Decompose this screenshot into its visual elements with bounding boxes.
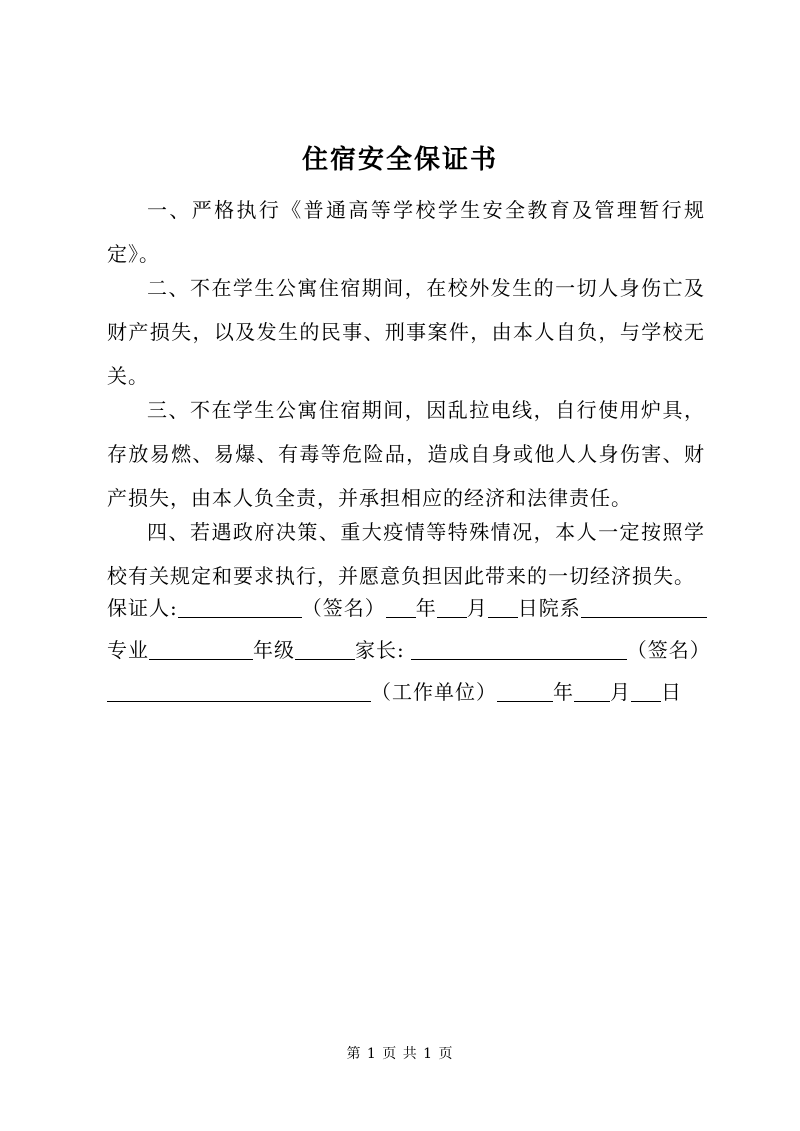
parent-year-label: 年	[553, 680, 574, 704]
page-footer: 第 1 页 共 1 页	[346, 1046, 454, 1062]
guarantor-day-label: 日	[517, 596, 539, 620]
grade-label: 年级	[253, 638, 295, 662]
major-label: 专业	[107, 638, 149, 662]
guarantor-month-blank[interactable]	[437, 593, 467, 618]
grade-blank[interactable]	[295, 635, 355, 660]
workplace-blank[interactable]	[107, 677, 371, 702]
workplace-label: （工作单位）	[371, 680, 497, 704]
guarantor-month-label: 月	[466, 596, 488, 620]
parent-month-label: 月	[610, 680, 631, 704]
major-blank[interactable]	[149, 635, 253, 660]
document-title: 住宿安全保证书	[301, 145, 498, 175]
major-parent-line	[107, 632, 711, 668]
guarantor-label: 保证人:	[107, 596, 178, 620]
parent-month-blank[interactable]	[574, 677, 610, 702]
guarantor-name-blank[interactable]	[178, 593, 302, 618]
department-label: 院系	[538, 596, 581, 620]
workplace-line	[107, 674, 682, 710]
clause-2: 二、不在学生公寓住宿期间，在校外发生的一切人身伤亡及财产损失，以及发生的民事、刑事案件，由本人自负，与学校无关。	[107, 276, 705, 388]
guarantor-year-blank[interactable]	[386, 593, 416, 618]
guarantor-day-blank[interactable]	[488, 593, 518, 618]
guarantor-year-label: 年	[415, 596, 437, 620]
clause-3: 三、不在学生公寓住宿期间，因乱拉电线，自行使用炉具，存放易燃、易爆、有毒等危险品，造成自身或他人人身伤害、财产损失，由本人负全责，并承担相应的经济和法律责任。	[107, 398, 705, 510]
parent-year-blank[interactable]	[497, 677, 553, 702]
clause-4: 四、若遇政府决策、重大疫情等特殊情况，本人一定按照学校有关规定和要求执行，并愿意负担因此带来的一切经济损失。	[107, 520, 705, 588]
parent-label: 家长:	[355, 638, 405, 662]
guarantor-line	[107, 590, 707, 626]
parent-name-blank[interactable]	[411, 635, 627, 660]
department-blank[interactable]	[581, 593, 707, 618]
clause-1: 一、严格执行《普通高等学校学生安全教育及管理暂行规定》。	[107, 198, 705, 266]
parent-signature-label: （签名）	[626, 638, 711, 662]
parent-day-label: 日	[661, 680, 682, 704]
guarantor-signature-label: （签名）	[301, 596, 386, 620]
parent-day-blank[interactable]	[631, 677, 661, 702]
